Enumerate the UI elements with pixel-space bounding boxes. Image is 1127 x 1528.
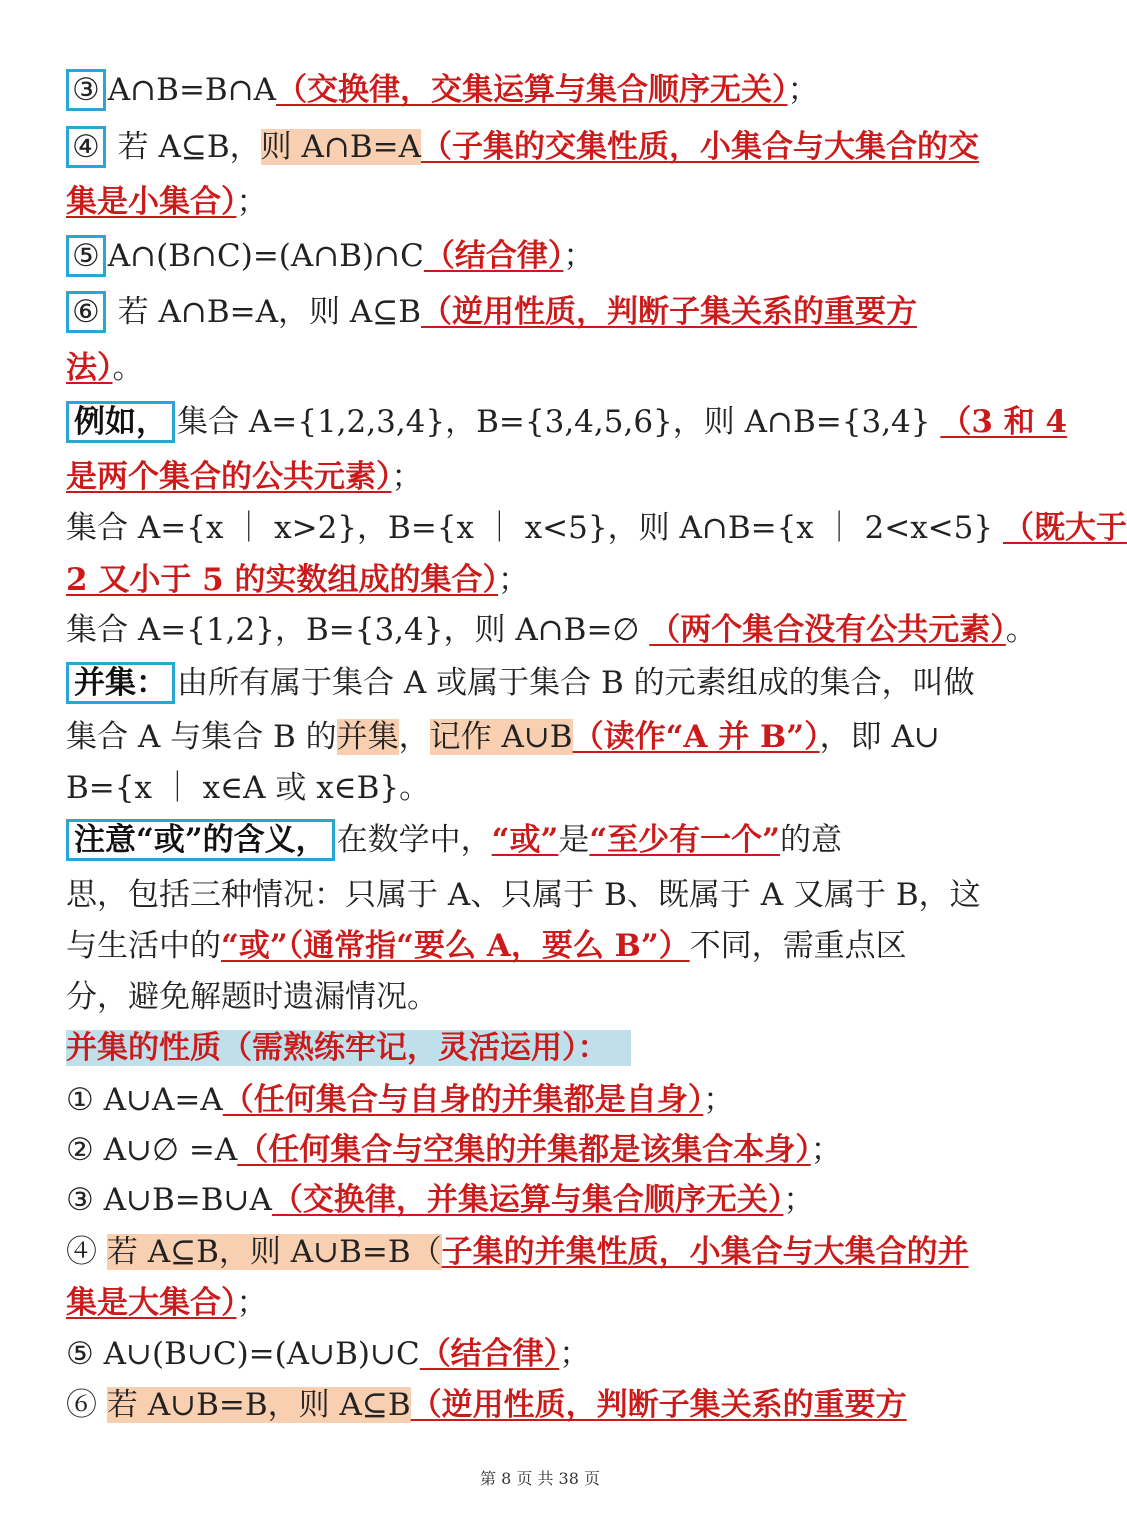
example-note-cont: 2 又小于 5 的实数组成的集合） — [66, 562, 499, 598]
item-number: ④ — [66, 1234, 97, 1270]
union-reading-note: （读作“A 并 B”） — [572, 719, 820, 755]
union-prop-4 — [66, 1232, 1016, 1272]
union-props-heading-text: 并集的性质（需熟练牢记，灵活运用）： — [66, 1030, 631, 1066]
union-prop-5 — [66, 1334, 1016, 1374]
item-number-box: ⑥ — [66, 291, 106, 333]
prop-expression-highlight: 若 A⊆B，则 A∪B=B（ — [106, 1234, 442, 1270]
example-note-cont: 是两个集合的公共元素） — [66, 459, 392, 495]
intersection-prop-4-cont — [66, 182, 1016, 222]
item-number: ① — [66, 1082, 94, 1118]
prop-note: （交换律，交集运算与集合顺序无关） — [276, 72, 788, 108]
prop-note: （结合律） — [423, 238, 564, 274]
union-label: 并集： — [66, 662, 175, 704]
union-props-heading — [66, 1028, 1016, 1068]
item-number: ⑤ — [66, 1336, 94, 1372]
prop-end: ； — [787, 72, 819, 108]
example-2 — [66, 508, 1127, 548]
prop-expression-highlight: 则 A∩B=A — [260, 129, 422, 165]
intersection-prop-4 — [66, 127, 1016, 167]
example-3 — [66, 610, 1037, 650]
prop-note: （任何集合与空集的并集都是该集合本身） — [237, 1132, 811, 1168]
item-number: ③ — [66, 1182, 94, 1218]
page-footer: 第 8 页 共 38 页 — [480, 1469, 600, 1488]
prop-note: （结合律） — [419, 1336, 560, 1372]
prop-end: ； — [236, 1285, 268, 1321]
prop-end: ； — [563, 238, 595, 274]
or-note-emphasis: “至少有一个” — [589, 822, 781, 858]
prop-note: （逆用性质，判断子集关系的重要方 — [410, 1387, 907, 1423]
example-1 — [66, 402, 1068, 442]
union-def-text: ，即 A∪ — [819, 719, 940, 755]
union-definition — [66, 663, 1016, 703]
example-text: 集合 A={x ｜ x>2}，B={x ｜ x<5}，则 A∩B={x ｜ 2<x<5} — [66, 510, 994, 546]
or-note — [66, 820, 1016, 860]
prop-expression: A∪B=B∪A — [93, 1182, 272, 1218]
item-number-box: ⑤ — [66, 235, 106, 277]
prop-note-cont: 集是大集合） — [66, 1285, 237, 1321]
or-note-emphasis: “或” — [491, 822, 559, 858]
or-note-text: 思，包括三种情况：只属于 A、只属于 B、既属于 A 又属于 B，这 — [66, 877, 981, 913]
or-note-line2 — [66, 875, 1016, 915]
item-number: ⑥ — [66, 1387, 97, 1423]
union-prop-2 — [66, 1130, 1016, 1170]
union-definition-line3 — [66, 768, 1016, 808]
or-note-line4 — [66, 977, 1016, 1017]
prop-end: ； — [703, 1082, 735, 1118]
or-note-text: 是 — [558, 822, 590, 858]
prop-note: （逆用性质，判断子集关系的重要方 — [421, 294, 918, 330]
prop-end: ； — [783, 1182, 815, 1218]
prop-expression: A∩(B∩C)=(A∩B)∩C — [107, 238, 424, 274]
example-1-cont — [66, 457, 1016, 497]
prop-premise: 若 A⊆B， — [117, 129, 261, 165]
intersection-prop-6-cont — [66, 348, 1016, 388]
or-note-text: 在数学中， — [336, 822, 492, 858]
union-term-highlight: 并集 — [336, 719, 399, 755]
example-label: 例如， — [66, 401, 175, 443]
union-definition-line2 — [66, 717, 1016, 757]
example-text: 集合 A={1,2,3,4}，B={3,4,5,6}，则 A∩B={3,4} — [177, 404, 931, 440]
prop-end: ； — [559, 1336, 591, 1372]
prop-expression: A∪∅ =A — [93, 1132, 238, 1168]
example-note: （既大于 — [1002, 510, 1127, 546]
union-prop-3 — [66, 1180, 1016, 1220]
item-number-box: ④ — [66, 126, 106, 168]
example-note: （3 和 4 — [940, 404, 1068, 440]
union-notation-highlight: 记作 A∪B — [429, 719, 573, 755]
union-def-text: B={x ｜ x∈A 或 x∈B}。 — [66, 770, 431, 806]
union-prop-6 — [66, 1385, 1016, 1425]
prop-note-cont: 集是小集合） — [66, 184, 237, 220]
item-number: ② — [66, 1132, 94, 1168]
or-note-label: 注意“或”的含义， — [66, 819, 335, 861]
example-2-cont — [66, 560, 1016, 600]
or-note-text: 分，避免解题时遗漏情况。 — [66, 979, 438, 1015]
example-note: （两个集合没有公共元素） — [649, 612, 1006, 648]
prop-expression: 若 A∩B=A，则 A⊆B — [117, 294, 422, 330]
or-note-text: 不同，需重点区 — [689, 928, 907, 964]
example-end: 。 — [1005, 612, 1037, 648]
or-note-line3 — [66, 926, 1016, 966]
prop-note: 子集的并集性质，小集合与大集合的并 — [441, 1234, 969, 1270]
intersection-prop-3 — [66, 70, 1016, 110]
prop-end: ； — [236, 184, 268, 220]
union-def-text: 集合 A 与集合 B 的 — [66, 719, 337, 755]
prop-expression: A∪(B∪C)=(A∪B)∪C — [93, 1336, 420, 1372]
prop-expression: A∪A=A — [93, 1082, 223, 1118]
prop-end: ； — [810, 1132, 842, 1168]
or-note-emphasis: “或”（通常指“要么 A，要么 B”） — [221, 928, 690, 964]
union-prop-1 — [66, 1080, 1016, 1120]
item-number-box: ③ — [66, 69, 106, 111]
intersection-prop-6 — [66, 292, 1016, 332]
prop-note: （任何集合与自身的并集都是自身） — [222, 1082, 704, 1118]
prop-expression-highlight: 若 A∪B=B，则 A⊆B — [106, 1387, 411, 1423]
prop-note-cont: 法） — [66, 350, 113, 386]
prop-end: 。 — [112, 350, 144, 386]
union-def-line: 由所有属于集合 A 或属于集合 B 的元素组成的集合，叫做 — [177, 665, 975, 701]
prop-note: （子集的交集性质，小集合与大集合的交 — [421, 129, 980, 165]
or-note-text: 的意 — [780, 822, 843, 858]
prop-expression: A∩B=B∩A — [107, 72, 277, 108]
union-def-text: ， — [398, 719, 430, 755]
example-end: ； — [391, 459, 423, 495]
or-note-text: 与生活中的 — [66, 928, 221, 964]
union-prop-4-cont — [66, 1283, 1016, 1323]
intersection-prop-5 — [66, 236, 1016, 276]
prop-note: （交换律，并集运算与集合顺序无关） — [271, 1182, 784, 1218]
example-end: ； — [498, 562, 530, 598]
example-text: 集合 A={1,2}，B={3,4}，则 A∩B=∅ — [66, 612, 650, 648]
